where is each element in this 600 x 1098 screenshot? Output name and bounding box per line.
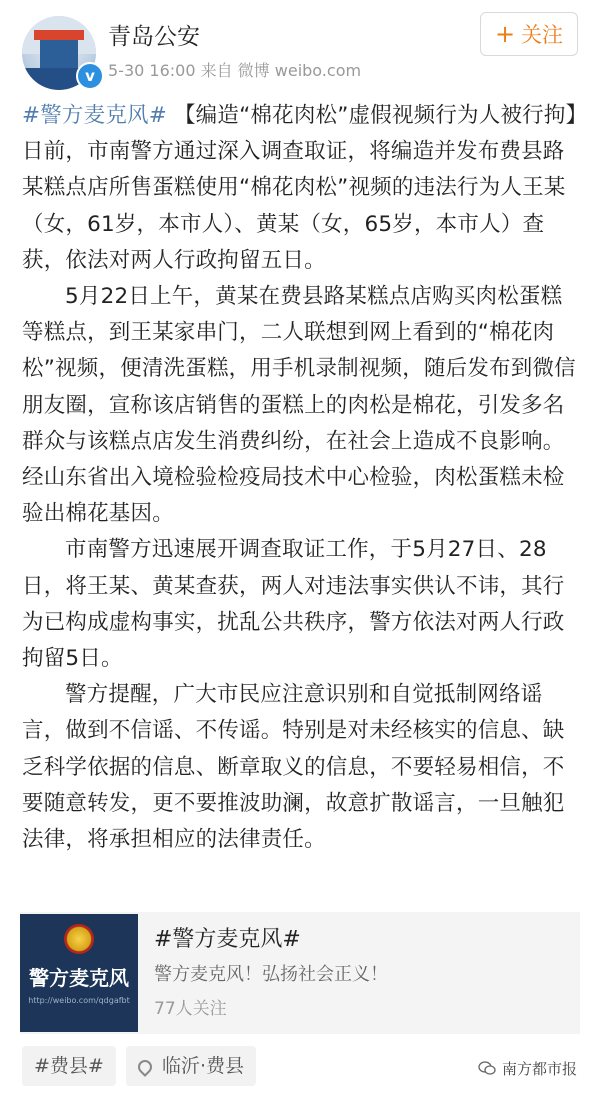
post-header <box>0 0 600 92</box>
topic-card-title: #警方麦克风# <box>154 927 301 952</box>
post-paragraph-3: 市南警方迅速展开调查取证工作，于5月27日、28日，将王某、黄某查获，两人对违法事实供认不讳，其行为已构成虚构事实，扰乱公共秩序，警方依法对两人行政拘留5日。 <box>22 537 565 672</box>
county-tag[interactable]: #费县# <box>22 1046 116 1086</box>
watermark <box>478 1058 577 1079</box>
account-name[interactable]: 青岛公安 <box>108 24 200 50</box>
location-label: 临沂·费县 <box>162 1055 245 1077</box>
topic-card-image-url: http://weibo.com/qdgafbt <box>28 996 130 1005</box>
post-meta: 5-30 16:00 来自 微博 weibo.com <box>108 61 362 80</box>
topic-card[interactable] <box>20 912 580 1034</box>
wechat-icon <box>478 1061 496 1075</box>
paragraph-1-text: 【编造“棉花肉松”虚假视频行为人被行拘】日前，市南警方通过深入调查取证，将编造并发布费县路某糕点店所售蛋糕使用“棉花肉松”视频的违法行为人王某（女，61岁，本市人）、黄某（女，65岁，本市人）查获，依法对两人行政拘留五日。 <box>22 103 577 273</box>
follow-label: 关注 <box>521 23 564 47</box>
topic-card-image <box>20 914 138 1032</box>
police-emblem-icon <box>64 924 94 954</box>
post-paragraph-2: 5月22日上午，黄某在费县路某糕点店购买肉松蛋糕等糕点，到王某家串门，二人联想到网上看到的“棉花肉松”视频，便清洗蛋糕，用手机录制视频，随后发布到微信朋友圈，宣称该店销售的蛋糕上的肉松是棉花，引发多名群众与该糕点店发生消费纠纷，在社会上造成不良影响。经山东省出入境检验检疫局技术中心检验，肉松蛋糕未检验出棉花基因。 <box>22 284 576 527</box>
plus-icon: + <box>494 20 516 48</box>
location-tag[interactable] <box>126 1046 256 1086</box>
post-paragraph-4: 警方提醒，广大市民应注意识别和自觉抵制网络谣言，做到不信谣、不传谣。特别是对未经核实的信息、缺乏科学依据的信息、断章取义的信息，不要轻易相信，不要随意转发，更不要推波助澜，故意扩散谣言，一旦触犯法律，将承担相应的法律责任。 <box>22 682 565 853</box>
verified-icon: v <box>76 62 104 90</box>
follow-button[interactable] <box>480 12 578 56</box>
hashtag-link[interactable]: #警方麦克风# <box>22 103 167 128</box>
topic-card-followers: 77人关注 <box>154 999 227 1019</box>
post-body <box>22 98 582 858</box>
topic-card-image-label: 警方麦克风 <box>29 966 129 990</box>
watermark-text: 南方都市报 <box>502 1060 578 1078</box>
topic-card-description: 警方麦克风！弘扬社会正义！ <box>154 964 388 985</box>
location-pin-icon <box>135 1057 155 1077</box>
post-paragraph-1 <box>22 98 582 279</box>
